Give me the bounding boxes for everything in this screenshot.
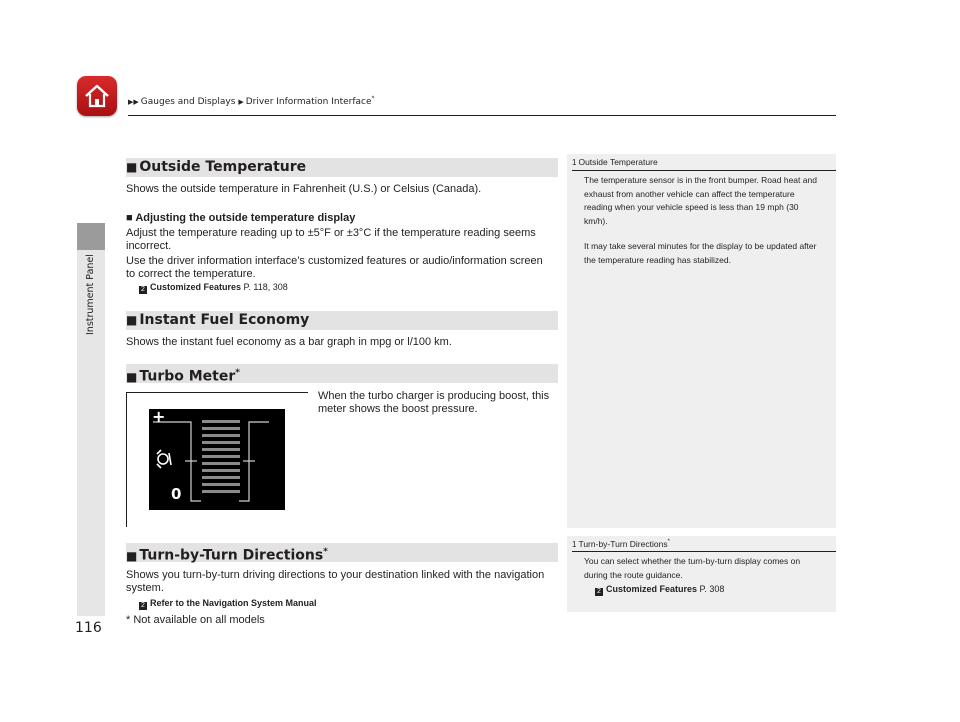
outside-temp-para2: Use the driver information interface’s customized features or audio/information screen to correct the temperature. (126, 255, 543, 280)
section-title: Turn-by-Turn Directions (139, 547, 324, 564)
turbo-gauge-graphic (149, 409, 285, 510)
gauge-min-label: 0 (171, 485, 182, 503)
section-header-turbo-meter (126, 364, 558, 383)
breadcrumb (128, 95, 375, 107)
page-number: 116 (75, 620, 102, 636)
note-text: It may take several minutes for the display to be updated after the temperature reading has stabilized. (584, 241, 817, 265)
turbo-meter-text: When the turbo charger is producing boost, this meter shows the boost pressure. (318, 390, 550, 415)
page-ref-icon: 2 (139, 602, 147, 610)
not-all-models-mark: * (371, 95, 375, 102)
home-icon (83, 82, 111, 110)
section-square-icon: ■ (126, 548, 138, 563)
home-button[interactable] (77, 76, 117, 116)
section-header-instant-fuel-economy (126, 311, 558, 330)
note-divider (572, 551, 836, 552)
chapter-tab-marker[interactable] (77, 223, 105, 250)
note-title: Turn-by-Turn Directions (578, 539, 668, 549)
turbo-meter-display (149, 409, 285, 510)
subheading-adjust-temp: ■ Adjusting the outside temperature display (126, 212, 356, 224)
ref-navigation-manual[interactable]: 2 Refer to the Navigation System Manual (139, 598, 317, 610)
footnote: * Not available on all models (126, 614, 265, 626)
outside-temp-para1: Adjust the temperature reading up to ±5°F or ±3°C if the temperature reading seems incorrect. (126, 227, 536, 252)
not-all-models-mark: * (667, 539, 670, 546)
turbo-meter-figure (126, 392, 308, 527)
section-header-outside-temperature (126, 158, 558, 177)
note-turn-by-turn (567, 536, 836, 612)
ref-customized-features[interactable]: 2 Customized Features P. 118, 308 (139, 282, 288, 294)
not-all-models-mark: * (235, 368, 240, 378)
note-number-icon: 1 (572, 540, 577, 549)
note-text: You can select whether the turn-by-turn display comes on during the route guidance. (584, 556, 801, 580)
breadcrumb-arrow-icon: ▶ (238, 98, 244, 106)
note-title: Outside Temperature (578, 157, 658, 167)
chapter-label: Instrument Panel (85, 254, 96, 335)
ref-customized-features[interactable]: 2 Customized Features P. 308 (595, 584, 724, 596)
note-number-icon: 1 (572, 158, 577, 167)
section-square-icon: ■ (126, 313, 138, 327)
subheading-square-icon: ■ (126, 212, 133, 224)
turbo-icon (157, 450, 171, 468)
outside-temp-intro: Shows the outside temperature in Fahrenheit (U.S.) or Celsius (Canada). (126, 183, 482, 195)
section-square-icon: ■ (126, 160, 138, 174)
page-ref-icon: 2 (139, 286, 147, 294)
note-text: The temperature sensor is in the front bumper. Road heat and exhaust from another vehicle can affect the temperature reading when your vehicle speed is less than 19 mph (30 km/h). (584, 175, 817, 226)
section-square-icon: ■ (126, 369, 138, 384)
note-outside-temperature (567, 154, 836, 528)
section-title: Instant Fuel Economy (139, 312, 310, 328)
page-ref-icon: 2 (595, 588, 603, 596)
breadcrumb-item[interactable]: Gauges and Displays (140, 97, 236, 107)
breadcrumb-item[interactable]: Driver Information Interface (245, 97, 372, 107)
note-divider (572, 170, 836, 171)
gauge-max-label: + (152, 407, 166, 426)
section-title: Outside Temperature (139, 159, 307, 175)
not-all-models-mark: * (323, 547, 328, 557)
turn-by-turn-text: Shows you turn-by-turn driving directions to your destination linked with the navigation system. (126, 569, 545, 594)
fuel-economy-text: Shows the instant fuel economy as a bar graph in mpg or l/100 km. (126, 336, 452, 348)
section-title: Turbo Meter (139, 368, 236, 385)
breadcrumb-arrow-icon: ▶▶ (128, 98, 139, 106)
header-divider (128, 115, 836, 116)
section-header-turn-by-turn (126, 543, 558, 562)
